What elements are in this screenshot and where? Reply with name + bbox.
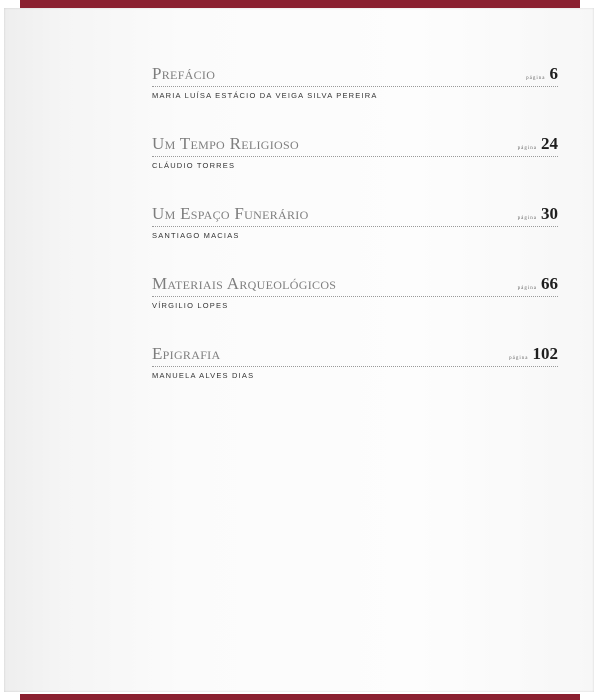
toc-entry-title[interactable]: Materiais Arqueológicos	[152, 274, 337, 293]
toc-page-ref	[518, 274, 558, 294]
toc-page-label: página	[509, 356, 529, 361]
toc-title-row	[152, 204, 558, 227]
toc-entry-prefacio[interactable]	[152, 64, 558, 134]
top-red-band	[20, 0, 580, 8]
toc-page-label: página	[517, 286, 537, 291]
toc-page-number: 30	[541, 204, 558, 223]
toc-entry-um-tempo-religioso[interactable]	[152, 134, 558, 204]
toc-entry-title[interactable]: Um Tempo Religioso	[152, 134, 299, 153]
toc-entry-author: MARIA LUÍSA ESTÁCIO DA VEIGA SILVA PEREIRA	[152, 91, 378, 100]
toc-entry-materiais-arqueologicos[interactable]	[152, 274, 558, 344]
toc-page-number: 24	[541, 134, 558, 153]
toc-page-label: página	[526, 76, 546, 81]
toc-page-ref	[518, 134, 558, 154]
toc-title-row	[152, 64, 558, 87]
toc-entry-title[interactable]: Prefácio	[152, 64, 216, 83]
toc-page-label: página	[517, 216, 537, 221]
toc-entry-title[interactable]: Epigrafia	[152, 344, 221, 363]
toc-page-number: 102	[532, 344, 558, 363]
toc-page-ref	[526, 64, 558, 84]
toc-entry-author: MANUELA ALVES DIAS	[152, 371, 255, 380]
toc-title-row	[152, 134, 558, 157]
table-of-contents	[152, 64, 558, 414]
toc-page-number: 66	[541, 274, 558, 293]
toc-entry-title[interactable]: Um Espaço Funerário	[152, 204, 309, 223]
toc-page-ref	[509, 344, 558, 364]
toc-entry-um-espaco-funerario[interactable]	[152, 204, 558, 274]
toc-page-label: página	[517, 146, 537, 151]
toc-page-number: 6	[549, 64, 558, 83]
toc-page-ref	[518, 204, 558, 224]
toc-title-row	[152, 344, 558, 367]
toc-title-row	[152, 274, 558, 297]
bottom-red-band	[20, 694, 580, 700]
toc-entry-author: SANTIAGO MACIAS	[152, 231, 240, 240]
toc-entry-epigrafia[interactable]	[152, 344, 558, 414]
toc-entry-author: CLÁUDIO TORRES	[152, 161, 236, 170]
toc-entry-author: VÍRGILIO LOPES	[152, 301, 229, 310]
